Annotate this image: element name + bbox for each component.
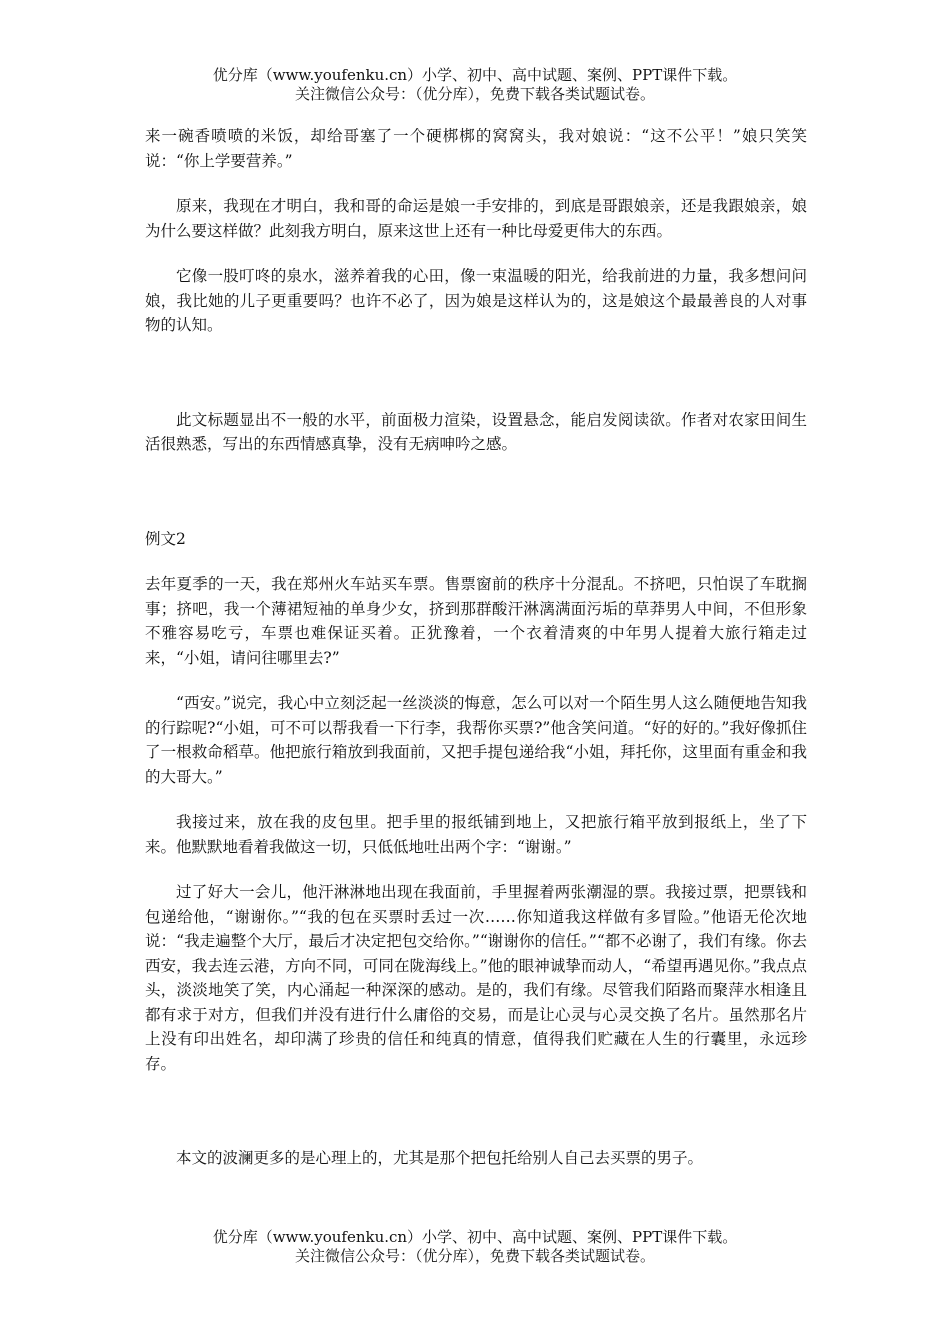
example-paragraph-2: “西安。”说完，我心中立刻泛起一丝淡淡的悔意，怎么可以对一个陌生男人这么随便地告知我的行踪呢?“小姐，可不可以帮我看一下行李，我帮你买票?”他含笑问道。“好的好的。”我好像抓住了一根救命稻草。他把旅行箱放到我面前，又把手提包递给我“小姐，拜托你，这里面有重金和我的大哥大。” — [145, 694, 807, 786]
header-line-1: 优分库（www.youfenku.cn）小学、初中、高中试题、案例、PPT课件下载。 — [212, 66, 738, 84]
example-paragraph-3: 我接过来，放在我的皮包里。把手里的报纸铺到地上，又把旅行箱平放到报纸上，坐了下来。他默默地看着我做这一切，只低低地吐出两个字：“谢谢。” — [145, 813, 807, 856]
commentary-1: 此文标题显出不一般的水平，前面极力渲染，设置悬念，能启发阅读欲。作者对农家田间生活很熟悉，写出的东西情感真挚，没有无病呻吟之感。 — [145, 410, 807, 453]
document-body — [145, 124, 807, 1171]
page-footer — [0, 1228, 950, 1266]
page-header — [0, 66, 950, 104]
example-heading: 例文2 — [145, 529, 186, 548]
header-line-2: 关注微信公众号：（优分库），免费下载各类试题试卷。 — [294, 85, 655, 103]
example-paragraph-1: 去年夏季的一天，我在郑州火车站买车票。售票窗前的秩序十分混乱。不挤吧，只怕误了车耽搁事；挤吧，我一个薄裙短袖的单身少女，挤到那群酸汗淋漓满面污垢的草莽男人中间，不但形象不雅容易吃亏，车票也难保证买着。正犹豫着，一个衣着清爽的中年男人提着大旅行箱走过来，“小姐，请问往哪里去?” — [145, 575, 807, 667]
paragraph-3: 它像一股叮咚的泉水，滋养着我的心田，像一束温暖的阳光，给我前进的力量，我多想问问娘，我比她的儿子更重要吗？也许不必了，因为娘是这样认为的，这是娘这个最最善良的人对事物的认知。 — [145, 267, 807, 334]
commentary-2: 本文的波澜更多的是心理上的，尤其是那个把包托给别人自己去买票的男子。 — [176, 1149, 704, 1167]
paragraph-1: 来一碗香喷喷的米饭，却给哥塞了一个硬梆梆的窝窝头，我对娘说：“这不公平！”娘只笑笑说：“你上学要营养。” — [145, 127, 807, 170]
paragraph-2: 原来，我现在才明白，我和哥的命运是娘一手安排的，到底是哥跟娘亲，还是我跟娘亲，娘为什么要这样做？此刻我方明白，原来这世上还有一种比母爱更伟大的东西。 — [145, 197, 807, 240]
footer-line-2: 关注微信公众号：（优分库），免费下载各类试题试卷。 — [294, 1247, 655, 1265]
footer-line-1: 优分库（www.youfenku.cn）小学、初中、高中试题、案例、PPT课件下载。 — [212, 1228, 738, 1246]
example-paragraph-4: 过了好大一会儿，他汗淋淋地出现在我面前，手里握着两张潮湿的票。我接过票，把票钱和包递给他，“谢谢你。”“我的包在买票时丢过一次……你知道我这样做有多冒险。”他语无伦次地说：“我走遍整个大厅，最后才决定把包交给你。”“谢谢你的信任。”“都不必谢了，我们有缘。你去西安，我去连云港，方向不同，可同在陇海线上。”他的眼神诚挚而动人，“希望再遇见你。”我点点头，淡淡地笑了笑，内心涌起一种深深的感动。是的，我们有缘。尽管我们陌路而聚萍水相逢且都有求于对方，但我们并没有进行什么庸俗的交易，而是让心灵与心灵交换了名片。虽然那名片上没有印出姓名，却印满了珍贵的信任和纯真的情意，值得我们贮藏在人生的行囊里，永远珍存。 — [145, 883, 807, 1073]
